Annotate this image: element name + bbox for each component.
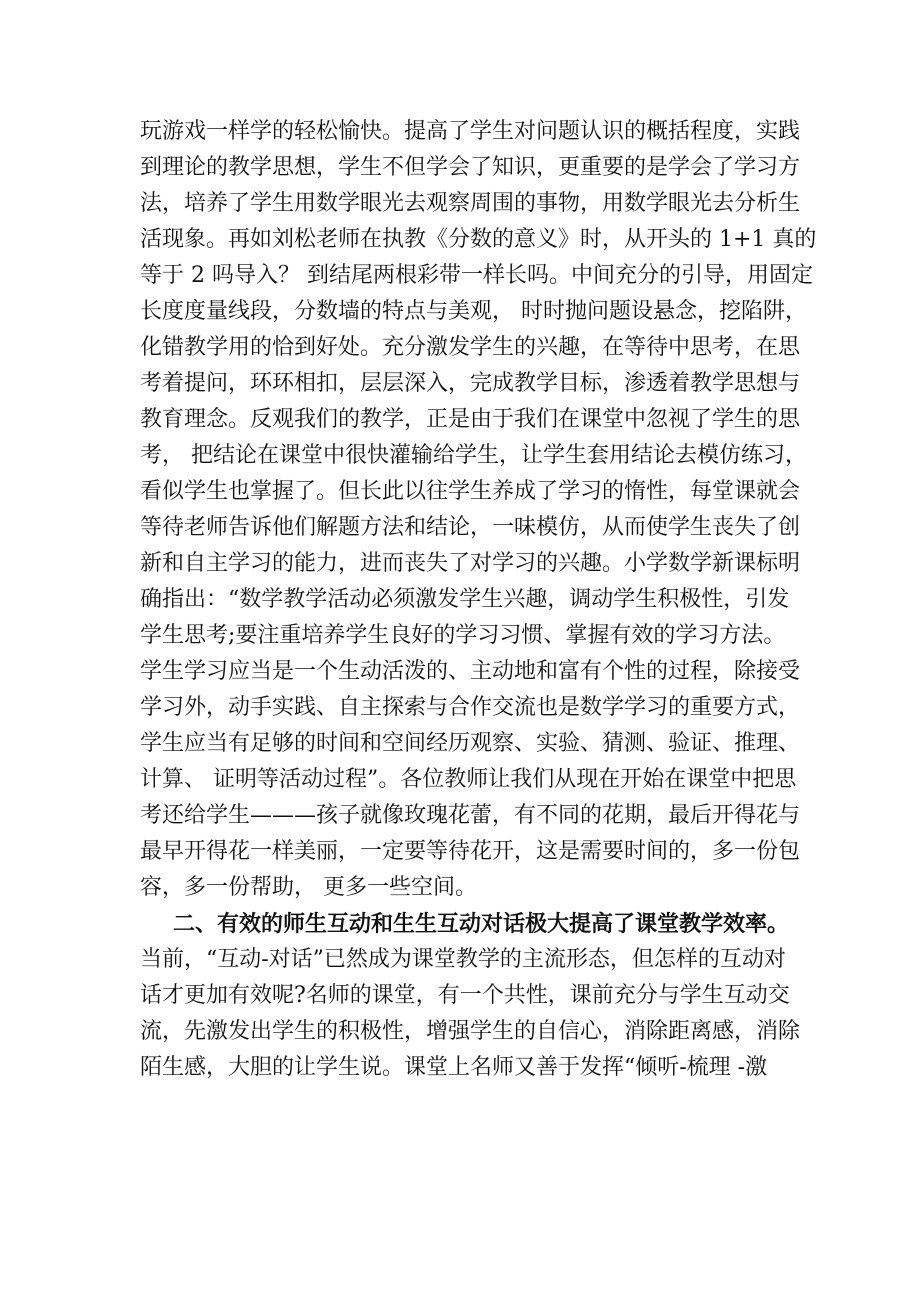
text-line: 陌生感，大胆的让学生说。课堂上名师又善于发挥“倾听-梳理 -激 bbox=[140, 1055, 768, 1080]
text-line: 新和自主学习的能力，进而丧失了对学习的兴趣。小学数学新课标明 bbox=[140, 551, 801, 576]
text-line: 化错教学用的恰到好处。充分激发学生的兴趣，在等待中思考，在思 bbox=[140, 335, 801, 360]
text-line: 玩游戏一样学的轻松愉快。提高了学生对问题认识的概括程度，实践 bbox=[140, 119, 801, 144]
text-line: 法，培养了学生用数学眼光去观察周围的事物，用数学眼光去分析生 bbox=[140, 191, 801, 216]
text-line: 考着提问，环环相扣，层层深入，完成教学目标，渗透着教学思想与 bbox=[140, 371, 801, 396]
text-line: 确指出：“数学教学活动必须激发学生兴趣，调动学生积极性，引发 bbox=[140, 587, 790, 612]
text-line: 当前，“互动-对话”已然成为课堂教学的主流形态，但怎样的互动对 bbox=[140, 947, 786, 972]
body-text bbox=[140, 114, 817, 1086]
text-line: 活现象。再如刘松老师在执教《分数的意义》时，从开头的 1+1 真的 bbox=[140, 227, 817, 252]
text-line: 话才更加有效呢?名师的课堂，有一个共性，课前充分与学生互动交 bbox=[140, 983, 790, 1008]
text-line: 教育理念。反观我们的教学，正是由于我们在课堂中忽视了学生的思 bbox=[140, 407, 801, 432]
text-line: 到理论的教学思想，学生不但学会了知识，更重要的是学会了学习方 bbox=[140, 155, 801, 180]
text-line: 长度度量线段，分数墙的特点与美观， 时时抛问题设悬念，挖陷阱， bbox=[140, 299, 807, 324]
text-line: 考， 把结论在课堂中很快灌输给学生，让学生套用结论去模仿练习， bbox=[140, 443, 807, 468]
text-line: 考还给学生———孩子就像玫瑰花蕾，有不同的花期，最后开得花与 bbox=[140, 803, 801, 828]
text-line: 等于 2 吗导入？ 到结尾两根彩带一样长吗。中间充分的引导，用固定 bbox=[140, 263, 813, 288]
text-line: 流，先激发出学生的积极性，增强学生的自信心，消除距离感，消除 bbox=[140, 1019, 801, 1044]
section-heading: 二、有效的师生互动和生生互动对话极大提高了课堂教学效率。 bbox=[173, 911, 790, 937]
text-line: 最早开得花一样美丽，一定要等待花开，这是需要时间的，多一份包 bbox=[140, 839, 801, 864]
text-line: 看似学生也掌握了。但长此以往学生养成了学习的惰性，每堂课就会 bbox=[140, 479, 801, 504]
text-line: 容，多一份帮助， 更多一些空间。 bbox=[140, 875, 477, 900]
text-line: 学习外，动手实践、自主探索与合作交流也是数学学习的重要方式， bbox=[140, 695, 801, 720]
text-line: 学生学习应当是一个生动活泼的、主动地和富有个性的过程，除接受 bbox=[140, 659, 801, 684]
text-line: 学生思考;要注重培养学生良好的学习习惯、掌握有效的学习方法。 bbox=[140, 623, 786, 648]
text-line: 计算、 证明等活动过程”。各位教师让我们从现在开始在课堂中把思 bbox=[140, 767, 797, 792]
text-line: 学生应当有足够的时间和空间经历观察、实验、猜测、验证、推理、 bbox=[140, 731, 801, 756]
text-line: 等待老师告诉他们解题方法和结论，一味模仿，从而使学生丧失了创 bbox=[140, 515, 801, 540]
